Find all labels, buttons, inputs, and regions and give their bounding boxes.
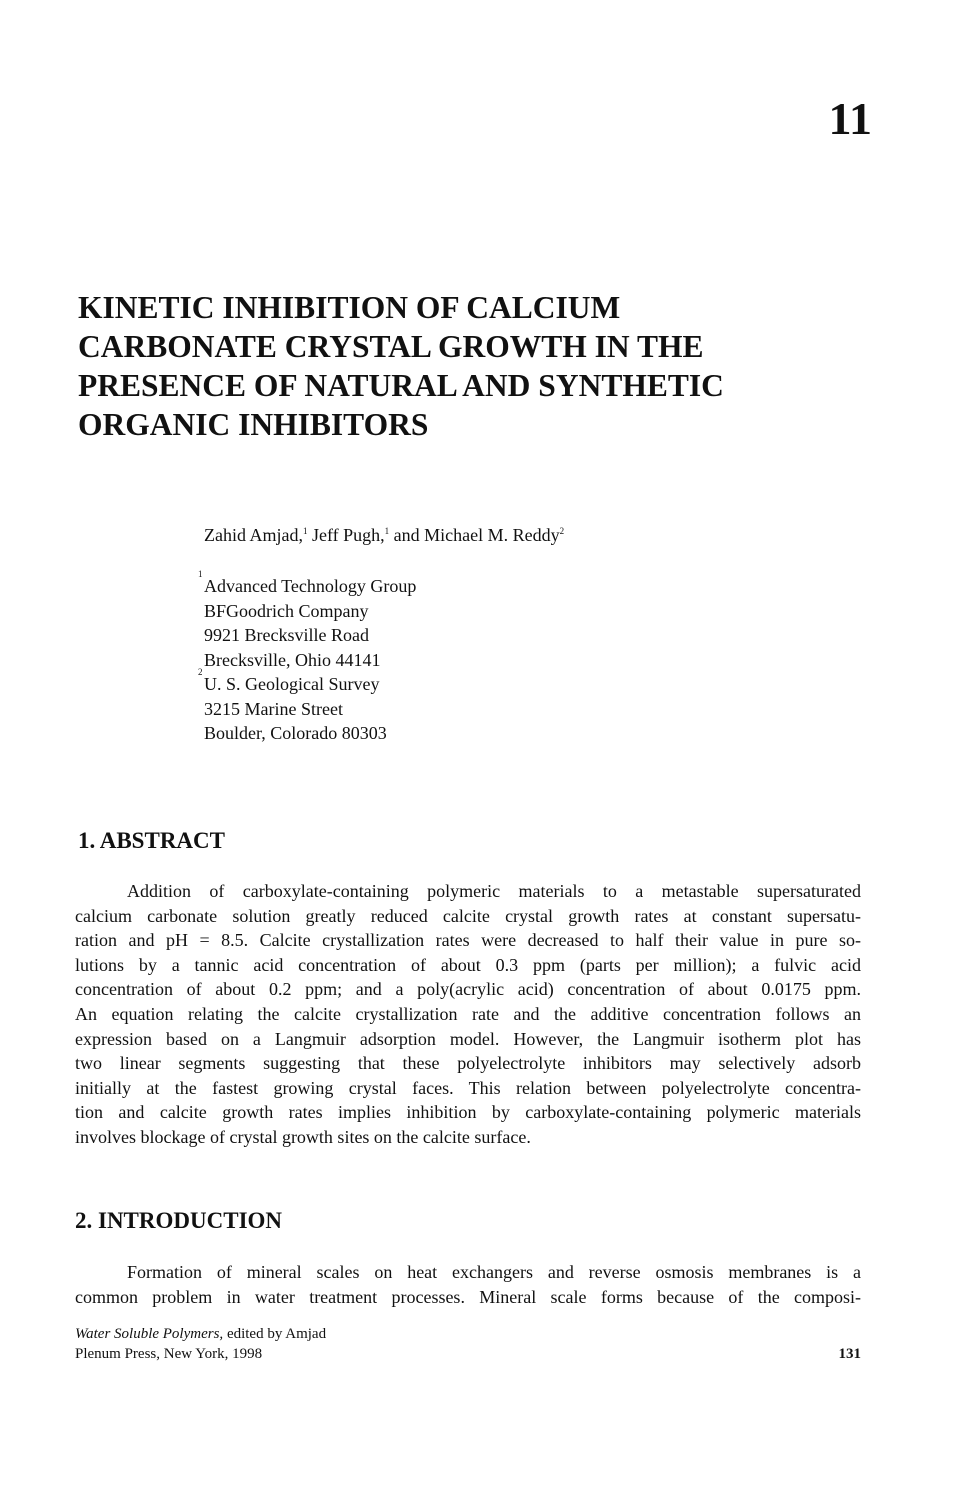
text-line: An equation relating the calcite crystallization rate and the additive concentration follows an <box>75 1003 861 1024</box>
text-line: tion and calcite growth rates implies inhibition by carboxylate-containing polymeric materials <box>75 1102 861 1123</box>
affiliation-line: U. S. Geological Survey <box>204 674 380 694</box>
affiliation-line: Brecksville, Ohio 44141 <box>204 649 381 670</box>
text-line: two linear segments suggesting that these polyelectrolyte inhibitors may selectively adsorb <box>75 1053 861 1074</box>
paper-title <box>78 288 838 444</box>
text-line: Formation of mineral scales on heat exchangers and reverse osmosis membranes is a <box>127 1262 861 1282</box>
affiliations: 1 Advanced Technology Group BFGoodrich Company 9921 Brecksville Road Brecksville, Ohio 44141 2 U. S. Geological Survey 3215 Marine Street Boulder, Colorado 80303 <box>204 574 416 746</box>
text-line: concentration of about 0.2 ppm; and a poly(acrylic acid) concentration of about 0.0175 ppm. <box>75 979 861 1000</box>
author-name: Jeff Pugh, <box>311 525 385 545</box>
affiliation-line: BFGoodrich Company <box>204 600 369 621</box>
affiliation-line: 9921 Brecksville Road <box>204 625 369 645</box>
page-number: 131 <box>838 1346 861 1362</box>
text-line: lutions by a tannic acid concentration of about 0.3 ppm (parts per million); a fulvic acid <box>75 954 861 975</box>
title-line: ORGANIC INHIBITORS <box>78 407 429 442</box>
text-line: expression based on a Langmuir adsorption model. However, the Langmuir isotherm plot has <box>75 1028 861 1049</box>
text-line: calcium carbonate solution greatly reduced calcite crystal growth rates at constant supersatu- <box>75 905 861 926</box>
affiliation-marker: 1 <box>384 526 390 536</box>
abstract-heading: 1. ABSTRACT <box>78 828 225 853</box>
text-line: common problem in water treatment processes. Mineral scale forms because of the composi- <box>75 1286 861 1307</box>
abstract-paragraph <box>75 879 861 1150</box>
text-line: initially at the fastest growing crystal faces. This relation between polyelectrolyte concentra- <box>75 1077 861 1098</box>
affiliation-line: 3215 Marine Street <box>204 698 343 719</box>
book-editor: edited by Amjad <box>223 1326 327 1342</box>
chapter-number: 11 <box>828 93 872 144</box>
title-line: CARBONATE CRYSTAL GROWTH IN THE <box>78 329 704 364</box>
page-footer <box>75 1324 861 1364</box>
affiliation-marker: 1 <box>302 526 308 536</box>
publisher-line: Plenum Press, New York, 1998 <box>75 1346 263 1362</box>
affiliation-line: Boulder, Colorado 80303 <box>204 723 387 743</box>
introduction-heading: 2. INTRODUCTION <box>75 1208 283 1233</box>
book-title: Water Soluble Polymers, <box>75 1326 224 1342</box>
affiliation-marker: 2 <box>559 526 565 536</box>
author-name: and Michael M. Reddy <box>393 525 560 545</box>
introduction-paragraph <box>75 1260 861 1309</box>
author-name: Zahid Amjad, <box>204 525 303 545</box>
text-line: ration and pH = 8.5. Calcite crystallization rates were decreased to half their value in pure so- <box>75 930 861 951</box>
affiliation-line: Advanced Technology Group <box>204 576 417 596</box>
title-line: KINETIC INHIBITION OF CALCIUM <box>78 290 621 325</box>
author-list <box>204 525 564 546</box>
text-line: involves blockage of crystal growth sites on the calcite surface. <box>75 1126 531 1147</box>
title-line: PRESENCE OF NATURAL AND SYNTHETIC <box>78 368 724 403</box>
text-line: Addition of carboxylate-containing polymeric materials to a metastable supersaturated <box>127 881 861 901</box>
